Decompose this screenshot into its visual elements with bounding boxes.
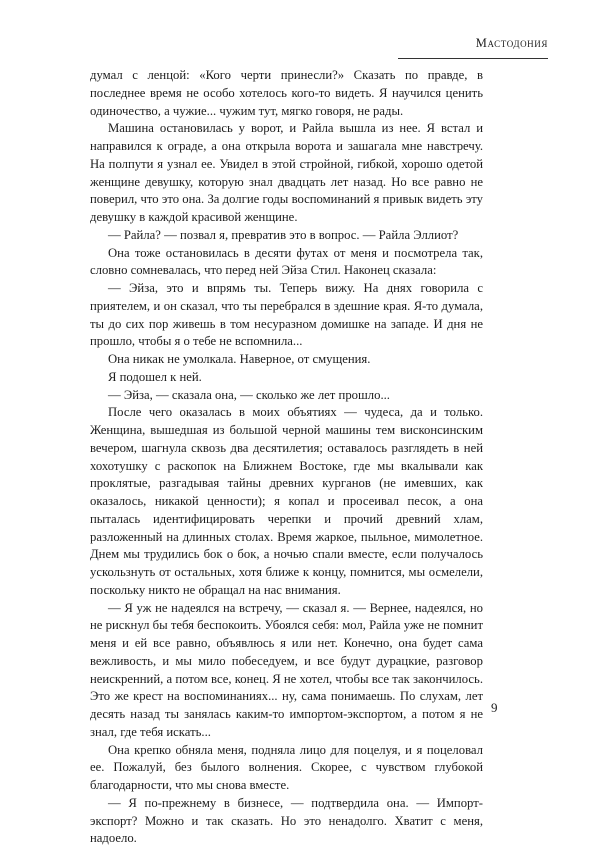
paragraph: — Эйза, это и впрямь ты. Теперь вижу. На днях говорила с приятелем, и он сказал, что ты перебрался в здешние края. Я-то думала, ты до сих пор живешь в том несуразном домишке на западе. И дня не прошло, чтобы я о тебе не вспомнила... xyxy=(90,281,483,349)
paragraph: — Я уж не надеялся на встречу, — сказал я. — Вернее, надеялся, но не рискнул бы тебя беспокоить. Убоялся себя: мол, Райла уже не помнит меня и ей все равно, объявлюсь я или нет. Конечно, она будет сама вежливость, и мы мило побеседуем, и все будут дурацкие, разговор неискренний, а потом все, конец. Я не хотел, чтобы все так закончилось. Это же крест на воспоминаниях... ну, сама понимаешь. По слухам, лет десять назад ты занялась каким-то импортом-экспортом, а потом я не знал, где тебя искать... xyxy=(90,600,483,739)
paragraph: — Райла? — позвал я, превратив это в вопрос. — Райла Эллиот? xyxy=(108,227,459,242)
paragraph: Она тоже остановилась в десяти футах от меня и посмотрела так, словно сомневалась, что перед ней Эйза Стил. Наконец сказала: xyxy=(90,245,483,278)
paragraph: Я подошел к ней. xyxy=(108,369,202,384)
header-rule xyxy=(398,58,548,59)
paragraph: Она никак не умолкала. Наверное, от смущения. xyxy=(108,352,371,366)
paragraph: Машина остановилась у ворот, и Райла вышла из нее. Я встал и направился к ограде, а она открыла ворота и зашагала мне навстречу. На полпути я узнал ее. Увидел в этой стройной, гибкой, хорошо одетой женщине девушку, которую знал двадцать лет назад. Но все равно не поверил, что это она. За долгие годы воспоминаний я привык видеть эту девушку в каждой красивой женщине. xyxy=(90,121,483,224)
paragraph: После чего оказалась в моих объятиях — чудеса, да и только. Женщина, вышедшая из большой черной машины тем висконсинским вечером, шагнула сквозь два десятилетия; оставалось разглядеть в ней хохотушку с раскопок на Ближнем Востоке, где мы вкалывали как проклятые, разгадывая тайны древних курганов (не имевших, как оказалось, никакой ценности); я копал и просеивал песок, а она пыталась идентифицировать черепки и прочий древний хлам, разложенный на длинных столах. Время жаркое, пыльное, мимолетное. Днем мы трудились бок о бок, а ночью спали вместе, если получалось ускользнуть от остальных, хотя ближе к концу, помнится, мы осмелели, поскольку никто не обращал на нас внимания. xyxy=(90,405,483,597)
paragraph: — Я по-прежнему в бизнесе, — подтвердила она. — Импорт-экспорт? Можно и так сказать. Но это ненадолго. Хватит с меня, надоело. xyxy=(90,795,483,846)
running-head: Мастодония xyxy=(475,36,548,50)
page-number: 9 xyxy=(491,700,498,715)
body-text xyxy=(90,67,483,848)
paragraph: Она крепко обняла меня, подняла лицо для поцелуя, и я поцеловал ее. Пожалуй, без былого волнения. Скорее, с чувством глубокой благодарности, что мы снова вместе. xyxy=(90,742,483,792)
paragraph: — Эйза, — сказала она, — сколько же лет прошло... xyxy=(108,387,390,402)
paragraph: думал с ленцой: «Кого черти принесли?» Сказать по правде, в последнее время не особо хотелось кого-то видеть. Я научился ценить одиночество, а чужие... чужим тут, мягко говоря, не рады. xyxy=(90,68,483,118)
